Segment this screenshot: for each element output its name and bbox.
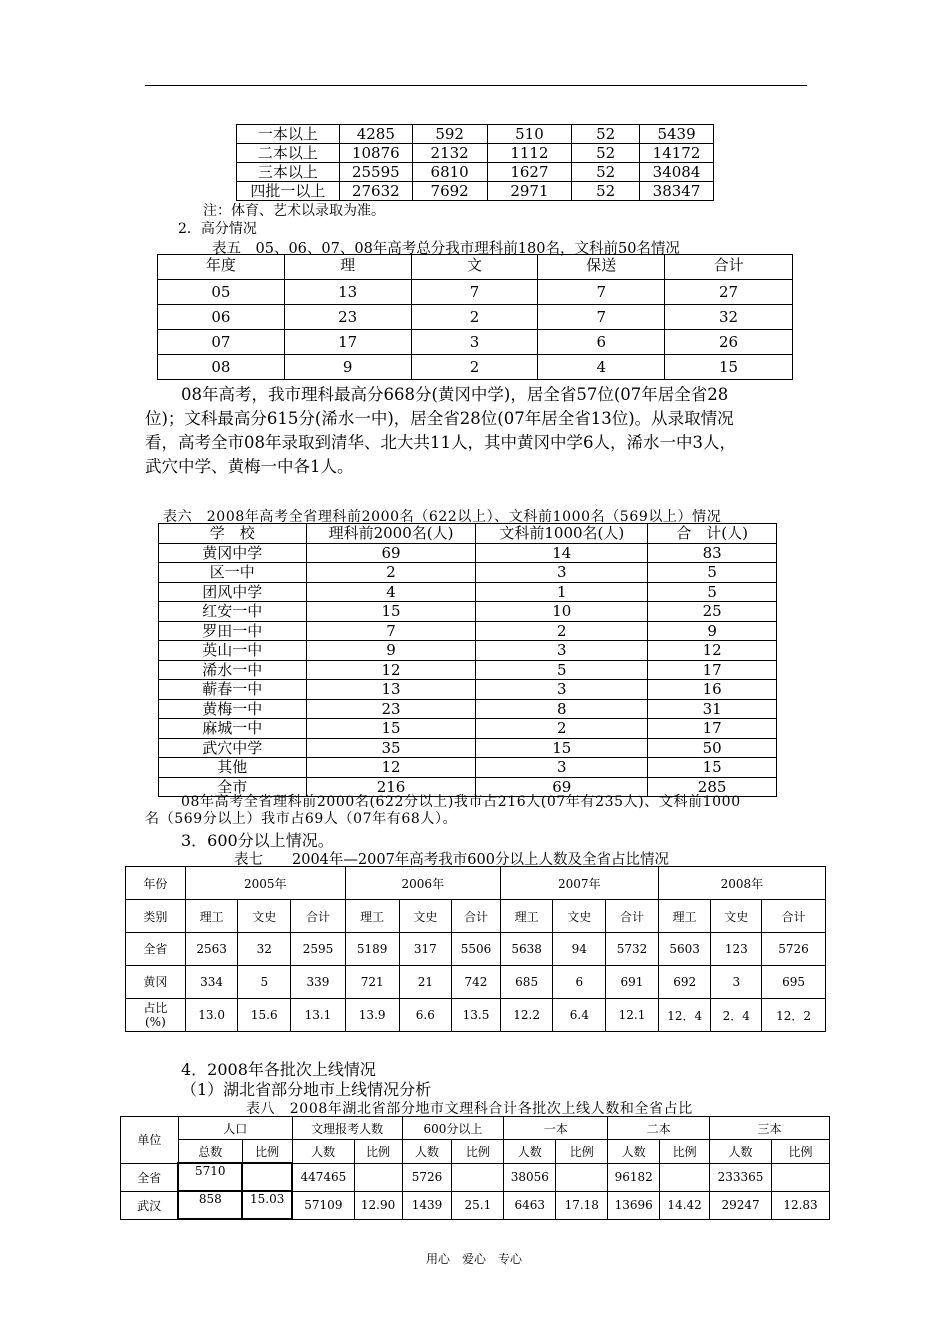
column-header: 理工 xyxy=(185,900,238,933)
year-header: 2006年 xyxy=(345,867,500,900)
table-cell: 13.9 xyxy=(345,999,399,1032)
table-cell: 6 xyxy=(538,330,665,355)
table-cell: 17 xyxy=(648,719,777,739)
group-header: 人口 xyxy=(178,1117,292,1140)
table-cell xyxy=(772,1163,830,1191)
table-cell: 15 xyxy=(306,719,476,739)
table-row xyxy=(237,125,714,144)
group-header: 文理报考人数 xyxy=(292,1117,402,1140)
year-header: 2008年 xyxy=(658,867,825,900)
page-footer: 用心 爱心 专心 xyxy=(426,1252,523,1266)
table-cell: 692 xyxy=(658,966,711,999)
table-cell: 15.6 xyxy=(238,999,291,1032)
table-cell: 罗田一中 xyxy=(159,621,307,641)
table-cell: 9 xyxy=(648,621,777,641)
table-cell: 317 xyxy=(399,933,452,966)
table-cell: 全省 xyxy=(121,1163,179,1191)
column-header: 合计 xyxy=(452,900,501,933)
table-cell: 17 xyxy=(648,660,777,680)
table-cell: 5638 xyxy=(500,933,553,966)
table-cell: 25.1 xyxy=(452,1191,504,1219)
table-cell: 12.2 xyxy=(500,999,553,1032)
table-cell: 96182 xyxy=(608,1163,660,1191)
table-cell: 32 xyxy=(665,305,793,330)
year-header: 2007年 xyxy=(500,867,658,900)
group-header: 三本 xyxy=(710,1117,830,1140)
table-cell: 区一中 xyxy=(159,563,307,583)
table-cell: 黄冈中学 xyxy=(159,543,307,563)
table-row xyxy=(237,144,714,163)
column-header: 合计 xyxy=(291,900,346,933)
table6 xyxy=(158,523,777,797)
table-row xyxy=(121,1140,830,1164)
table-cell: 12.1 xyxy=(606,999,659,1032)
table-row xyxy=(158,280,793,305)
table-cell: 9 xyxy=(306,641,476,661)
column-header: 理科前2000名(人) xyxy=(306,524,476,544)
table-cell: 黄梅一中 xyxy=(159,699,307,719)
table-cell: 27632 xyxy=(339,182,412,201)
column-header: 文史 xyxy=(553,900,606,933)
table-cell: 38056 xyxy=(504,1163,556,1191)
table-row xyxy=(159,719,777,739)
table-cell: 26 xyxy=(665,330,793,355)
table-cell: 08 xyxy=(158,355,285,380)
table-cell: 25595 xyxy=(339,163,412,182)
table-row xyxy=(121,1191,830,1219)
table-cell: 52 xyxy=(572,163,640,182)
table-cell: 12 xyxy=(306,758,476,778)
table-cell: 94 xyxy=(553,933,606,966)
year-header: 2005年 xyxy=(185,867,345,900)
column-header: 学 校 xyxy=(159,524,307,544)
group-header: 二本 xyxy=(608,1117,710,1140)
table-cell: 12.83 xyxy=(772,1191,830,1219)
table-cell: 13 xyxy=(284,280,411,305)
column-header: 文科前1000名(人) xyxy=(476,524,648,544)
section3-title: 3．600分以上情况。 xyxy=(181,831,334,850)
note-table6-line1: 08年高考全省理科前2000名(622分以上)我市占216人(07年有235人)、文科前1000 xyxy=(181,794,741,810)
column-header: 人数 xyxy=(504,1140,556,1164)
table-cell: 13.1 xyxy=(291,999,346,1032)
table-cell: 69 xyxy=(476,777,648,797)
table-row xyxy=(159,680,777,700)
table-cell: 15 xyxy=(648,758,777,778)
table-cell: 5603 xyxy=(658,933,711,966)
table-cell: 17.18 xyxy=(556,1191,608,1219)
table-cell: 6.6 xyxy=(399,999,452,1032)
table-cell: 3 xyxy=(476,758,648,778)
admission-summary-table xyxy=(236,124,714,201)
table-cell: 15 xyxy=(306,602,476,622)
table-cell: 7 xyxy=(538,280,665,305)
table-cell: 6 xyxy=(553,966,606,999)
table-cell: 685 xyxy=(500,966,553,999)
row-label: 黄冈 xyxy=(126,966,186,999)
table-cell: 浠水一中 xyxy=(159,660,307,680)
table-row xyxy=(121,1163,830,1191)
table-cell: 3 xyxy=(411,330,538,355)
table-row xyxy=(159,699,777,719)
table-cell: 15 xyxy=(476,738,648,758)
group-header: 600分以上 xyxy=(402,1117,504,1140)
table-cell: 35 xyxy=(306,738,476,758)
table-cell: 英山一中 xyxy=(159,641,307,661)
column-header: 文史 xyxy=(711,900,762,933)
note-sports: 注：体育、艺术以录取为准。 xyxy=(203,203,385,219)
table-cell: 9 xyxy=(284,355,411,380)
table-cell: 27 xyxy=(665,280,793,305)
table-cell: 3 xyxy=(476,563,648,583)
table-cell: 5710 xyxy=(178,1163,242,1191)
table-cell: 83 xyxy=(648,543,777,563)
table-cell: 447465 xyxy=(292,1163,354,1191)
table-cell: 50 xyxy=(648,738,777,758)
table-cell: 13.0 xyxy=(185,999,238,1032)
table-cell: 13 xyxy=(306,680,476,700)
paragraph1-line1: 08年高考，我市理科最高分668分(黄冈中学)，居全省57位(07年居全省28 xyxy=(181,385,729,404)
table-row xyxy=(159,641,777,661)
table-cell: 4 xyxy=(538,355,665,380)
table-row xyxy=(237,182,714,201)
table-cell: 2 xyxy=(306,563,476,583)
table-row xyxy=(159,758,777,778)
table-cell: 三本以上 xyxy=(237,163,340,182)
column-header: 比例 xyxy=(354,1140,402,1164)
table-cell: 武穴中学 xyxy=(159,738,307,758)
table-cell: 10 xyxy=(476,602,648,622)
table-cell: 742 xyxy=(452,966,501,999)
table-cell: 32 xyxy=(238,933,291,966)
table-cell: 2595 xyxy=(291,933,346,966)
table-row xyxy=(237,163,714,182)
table-cell: 339 xyxy=(291,966,346,999)
table-row xyxy=(159,582,777,602)
column-header: 单位 xyxy=(121,1117,179,1164)
table7 xyxy=(125,866,826,1032)
table-row xyxy=(159,563,777,583)
table-cell: 5439 xyxy=(640,125,714,144)
table-cell: 6463 xyxy=(504,1191,556,1219)
column-header: 合 计(人) xyxy=(648,524,777,544)
column-header: 保送 xyxy=(538,255,665,280)
table-cell: 团风中学 xyxy=(159,582,307,602)
table-cell: 592 xyxy=(412,125,487,144)
column-header: 比例 xyxy=(660,1140,710,1164)
table-cell: 其他 xyxy=(159,758,307,778)
table-cell: 15 xyxy=(665,355,793,380)
table-cell: 695 xyxy=(762,966,826,999)
table-cell: 69 xyxy=(306,543,476,563)
table-cell: 3 xyxy=(476,641,648,661)
table-cell: 06 xyxy=(158,305,285,330)
table-row xyxy=(126,999,826,1032)
column-header: 年度 xyxy=(158,255,285,280)
table-cell: 5732 xyxy=(606,933,659,966)
column-header: 理工 xyxy=(500,900,553,933)
table-cell: 2132 xyxy=(412,144,487,163)
table-cell: 25 xyxy=(648,602,777,622)
table-cell: 四批一以上 xyxy=(237,182,340,201)
table-cell: 2 xyxy=(411,355,538,380)
table-cell: 4 xyxy=(306,582,476,602)
column-header: 类别 xyxy=(126,900,186,933)
column-header: 人数 xyxy=(402,1140,452,1164)
table-cell: 285 xyxy=(648,777,777,797)
table-cell: 5 xyxy=(648,582,777,602)
table-row xyxy=(126,900,826,933)
table-cell: 721 xyxy=(345,966,399,999)
table-cell: 13.5 xyxy=(452,999,501,1032)
table-cell: 7 xyxy=(411,280,538,305)
column-header: 比例 xyxy=(242,1140,292,1164)
table-cell: 12．2 xyxy=(762,999,826,1032)
table-row xyxy=(159,524,777,544)
table-row xyxy=(159,660,777,680)
table-cell: 216 xyxy=(306,777,476,797)
table-cell: 52 xyxy=(572,182,640,201)
paragraph1-line3: 看，高考全市08年录取到清华、北大共11人，其中黄冈中学6人，浠水一中3人， xyxy=(145,433,736,452)
table-cell: 5 xyxy=(648,563,777,583)
header-rule xyxy=(145,85,807,86)
table-row xyxy=(158,305,793,330)
table-cell: 3 xyxy=(711,966,762,999)
table-cell: 7692 xyxy=(412,182,487,201)
column-header: 比例 xyxy=(772,1140,830,1164)
table7-caption: 表七 2004年—2007年高考我市600分以上人数及全省占比情况 xyxy=(234,852,669,868)
table-cell: 5 xyxy=(238,966,291,999)
table-cell: 52 xyxy=(572,144,640,163)
column-header: 文史 xyxy=(238,900,291,933)
table-cell: 7 xyxy=(538,305,665,330)
table-cell: 8 xyxy=(476,699,648,719)
table-cell: 2971 xyxy=(487,182,572,201)
table-cell: 5 xyxy=(476,660,648,680)
note-table6-line2: 名（569分以上）我市占69人（07年有68人）。 xyxy=(145,811,458,827)
table-cell: 5506 xyxy=(452,933,501,966)
table-cell: 12 xyxy=(648,641,777,661)
column-header: 文 xyxy=(411,255,538,280)
column-header: 人数 xyxy=(292,1140,354,1164)
table-cell xyxy=(354,1163,402,1191)
section4-title: 4．2008年各批次上线情况 xyxy=(181,1060,376,1079)
table-row xyxy=(159,602,777,622)
table-cell xyxy=(556,1163,608,1191)
table-cell: 12 xyxy=(306,660,476,680)
table-cell: 1112 xyxy=(487,144,572,163)
section2-title: 2．高分情况 xyxy=(178,221,257,237)
table-cell: 5189 xyxy=(345,933,399,966)
table-cell: 05 xyxy=(158,280,285,305)
table-cell: 7 xyxy=(306,621,476,641)
table-cell: 1439 xyxy=(402,1191,452,1219)
column-header: 合计 xyxy=(606,900,659,933)
table-cell: 2 xyxy=(476,621,648,641)
table-cell: 4285 xyxy=(339,125,412,144)
table-cell: 23 xyxy=(284,305,411,330)
table-cell: 一本以上 xyxy=(237,125,340,144)
table-cell: 57109 xyxy=(292,1191,354,1219)
table-cell: 10876 xyxy=(339,144,412,163)
table8-caption: 表八 2008年湖北省部分地市文理科合计各批次上线人数和全省占比 xyxy=(246,1101,693,1117)
table-cell: 14.42 xyxy=(660,1191,710,1219)
table-row xyxy=(126,933,826,966)
table-cell: 691 xyxy=(606,966,659,999)
column-header: 人数 xyxy=(608,1140,660,1164)
table-cell: 31 xyxy=(648,699,777,719)
table-cell: 5726 xyxy=(402,1163,452,1191)
table-cell: 2 xyxy=(476,719,648,739)
table-cell: 14172 xyxy=(640,144,714,163)
table-cell: 29247 xyxy=(710,1191,772,1219)
row-label: 占比 (%) xyxy=(126,999,186,1032)
table8 xyxy=(120,1116,830,1220)
table-cell: 13696 xyxy=(608,1191,660,1219)
table-cell: 858 xyxy=(178,1191,242,1219)
column-header: 比例 xyxy=(452,1140,504,1164)
table-row xyxy=(159,738,777,758)
column-header: 文史 xyxy=(399,900,452,933)
table-cell: 1627 xyxy=(487,163,572,182)
table-cell: 武汉 xyxy=(121,1191,179,1219)
table-cell: 5726 xyxy=(762,933,826,966)
table-cell: 510 xyxy=(487,125,572,144)
table-cell: 334 xyxy=(185,966,238,999)
table-cell: 12.90 xyxy=(354,1191,402,1219)
table-cell: 2 xyxy=(411,305,538,330)
column-header: 理工 xyxy=(345,900,399,933)
table-cell: 123 xyxy=(711,933,762,966)
table-cell: 233365 xyxy=(710,1163,772,1191)
table-row xyxy=(126,867,826,900)
column-header: 理 xyxy=(284,255,411,280)
table5 xyxy=(157,254,793,380)
table-cell: 3 xyxy=(476,680,648,700)
table-cell: 15.03 xyxy=(242,1191,292,1219)
section4-subtitle: （1）湖北省部分地市上线情况分析 xyxy=(181,1080,432,1099)
table-row xyxy=(159,621,777,641)
column-header: 总数 xyxy=(178,1140,242,1164)
table-cell xyxy=(242,1163,292,1191)
table-cell: 2．4 xyxy=(711,999,762,1032)
table-cell: 14 xyxy=(476,543,648,563)
row-label: 全省 xyxy=(126,933,186,966)
column-header: 理工 xyxy=(658,900,711,933)
table-cell: 二本以上 xyxy=(237,144,340,163)
table-cell: 麻城一中 xyxy=(159,719,307,739)
column-header: 年份 xyxy=(126,867,186,900)
table-cell: 23 xyxy=(306,699,476,719)
column-header: 人数 xyxy=(710,1140,772,1164)
table-row xyxy=(126,966,826,999)
table5-caption: 表五 05、06、07、08年高考总分我市理科前180名，文科前50名情况 xyxy=(212,241,680,257)
column-header: 比例 xyxy=(556,1140,608,1164)
paragraph1-line4: 武穴中学、黄梅一中各1人。 xyxy=(145,457,354,476)
table-cell: 1 xyxy=(476,582,648,602)
paragraph1-line2: 位)；文科最高分615分(浠水一中)，居全省28位(07年居全省13位)。从录取情况 xyxy=(145,409,734,428)
table-cell: 6810 xyxy=(412,163,487,182)
table-cell xyxy=(660,1163,710,1191)
table6-caption: 表六 2008年高考全省理科前2000名（622以上）、文科前1000名（569以上）情况 xyxy=(163,509,722,525)
table-cell: 红安一中 xyxy=(159,602,307,622)
table-cell: 17 xyxy=(284,330,411,355)
table-cell xyxy=(452,1163,504,1191)
table-cell: 16 xyxy=(648,680,777,700)
column-header: 合计 xyxy=(665,255,793,280)
group-header: 一本 xyxy=(504,1117,608,1140)
table-cell: 全市 xyxy=(159,777,307,797)
table-cell: 34084 xyxy=(640,163,714,182)
table-row xyxy=(158,255,793,280)
table-cell: 52 xyxy=(572,125,640,144)
table-row xyxy=(158,330,793,355)
table-row xyxy=(159,543,777,563)
table-cell: 蕲春一中 xyxy=(159,680,307,700)
table-cell: 2563 xyxy=(185,933,238,966)
column-header: 合计 xyxy=(762,900,826,933)
table-row xyxy=(158,355,793,380)
table-cell: 38347 xyxy=(640,182,714,201)
table-cell: 12．4 xyxy=(658,999,711,1032)
table-cell: 21 xyxy=(399,966,452,999)
table-cell: 6.4 xyxy=(553,999,606,1032)
table-row xyxy=(121,1117,830,1140)
table-cell: 07 xyxy=(158,330,285,355)
